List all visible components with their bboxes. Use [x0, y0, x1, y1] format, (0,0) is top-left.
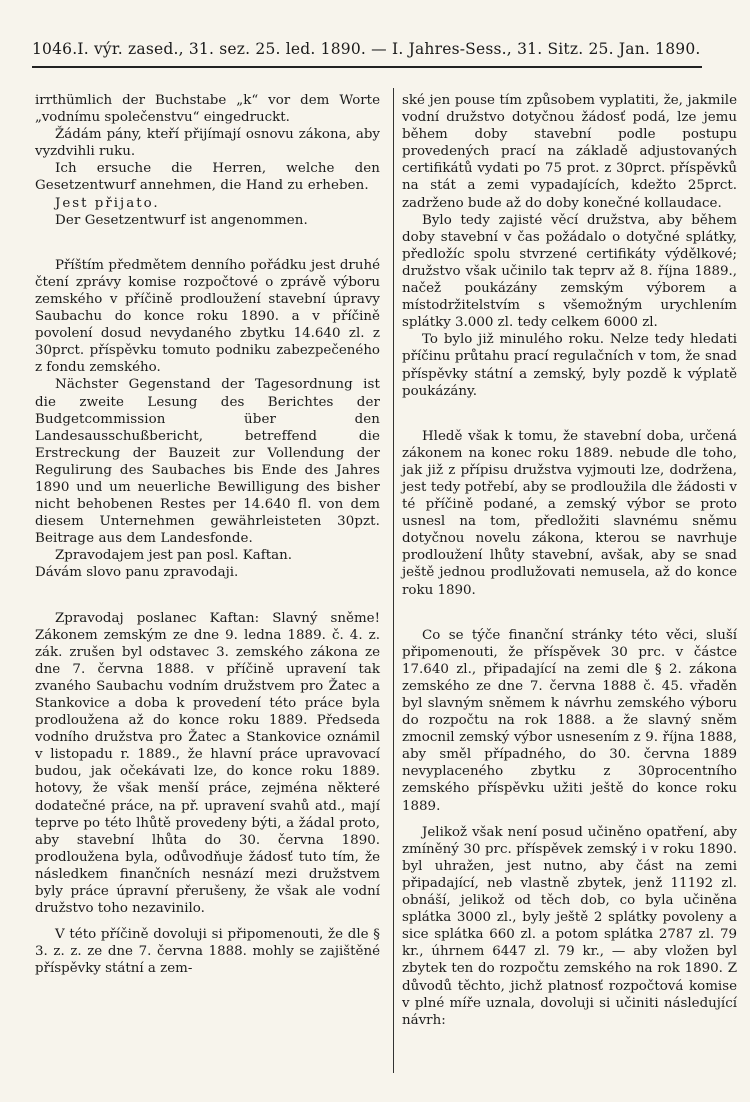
- paragraph: Příštím předmětem denního pořádku jest druhé čtení zprávy komise rozpočtové o zprávě výboru zemského v příčině prodloužení stavební úpravy Saubachu do konce roku 1890. a v příčině povolení dosud nevydaného zbytku 14.640 zl. z 30prct. příspěvku tomuto podniku zabezpečeného z fondu zemského.: [35, 257, 380, 376]
- paragraph: Jest přijato.: [55, 195, 160, 211]
- paragraph: Jelikož však není posud učiněno opatření, aby zmíněný 30 prc. příspěvek zemský i v roku 1890. byl uhražen, jest nutno, aby část na zemi připadající, neb vlastně zbytek, jenž 11192 zl. obnáší, jelikož od těch dob, co byla učiněna splátka 3000 zl., byly ještě 2 splátky povoleny a sice splátka 660 zl. a potom splátka 2787 zl. 79 kr., úhrnem 6447 zl. 79 kr., — aby vložen byl zbytek ten do rozpočtu zemského na rok 1890. Z důvodů těchto, jichž platnosť rozpočtová komise v plné míře uznala, dovoluji si učiniti následující návrh:: [402, 824, 737, 1028]
- column-divider: [393, 88, 394, 1073]
- paragraph: Bylo tedy zajisté věcí družstva, aby během doby stavební v čas požádalo o dotyčné splátky, předložíc spolu stvrzené certifikáty výdělkové; družstvo však učinilo tak teprv až 8. října 1889., načež poukázány zemským výborem a místodržitelstvím s všemožným urychlením splátky 3.000 zl. tedy celkem 6000 zl.: [402, 212, 737, 331]
- header-rule: [32, 66, 702, 68]
- paragraph: Ich ersuche die Herren, welche den Gesetzentwurf annehmen, die Hand zu erheben.: [35, 161, 380, 194]
- paragraph: Nächster Gegenstand der Tagesordnung ist die zweite Lesung des Berichtes der Budgetcommission über den Landesausschußbericht, betreffend die Erstreckung der Bauzeit zur Vollendung der Regulirung des Saubaches bis Ende des Jahres 1890 und um neuerliche Bewilligung des bisher nicht behobenen Restes per 14.640 fl. von dem diesem Unternehmen gewährleisteten 30pzt. Beitrage aus dem Landesfonde.: [35, 377, 380, 547]
- right-column: [402, 92, 737, 1029]
- paragraph: Dávám slovo panu zpravodaji.: [35, 565, 239, 581]
- paragraph: Zpravodaj poslanec Kaftan: Slavný sněme! Zákonem zemským ze dne 9. ledna 1889. č. 4. z. zák. zrušen byl odstavec 3. zemského zákona ze dne 7. června 1888. v příčině upravení tak zvaného Saubachu vodním družstvem pro Žatec a Stankovice a doba k provedení této práce byla prodloužena až do konce roku 1889. Předseda vodního družstva pro Žatec a Stankovice oznámil v listopadu r. 1889., že hlavní práce upravovací budou, jak očekávati lze, do konce roku 1889. hotovy, že však menší práce, zejména některé dodatečné práce, na př. upravení svahů atd., mají teprve po této lhůtě provedeny býti, a žádal proto, aby stavební lhůta do 30. června 1890. prodloužena byla, odůvodňuje žádosť tuto tím, že následkem finančních nesnází mezi družstvem byly práce úpravní přerušeny, že však ale vodní družstvo toho nezavinilo.: [35, 610, 380, 917]
- paragraph: Hledě však k tomu, že stavební doba, určená zákonem na konec roku 1889. nebude dle toho, jak již z přípisu družstva vyjmouti lze, dodržena, jest tedy potřebí, aby se prodloužila dle žádosti v té příčině podané, a zemský výbor se proto usnesl na tom, předložiti slavnému sněmu dotyčnou novelu zákona, kterou se navrhuje prodloužení lhůty stavební, avšak, aby se snad ještě jednou prodlužovati nemusela, až do konce roku 1890.: [402, 428, 737, 598]
- paragraph: To bylo již minulého roku. Nelze tedy hledati příčinu průtahu prací regulačních v tom, že snad příspěvky státní a zemský, byly pozdě k výplatě poukázány.: [402, 332, 737, 399]
- paragraph: Žádám pány, kteří přijímají osnovu zákona, aby vyzdvihli ruku.: [35, 127, 380, 160]
- paragraph: Zpravodajem jest pan posl. Kaftan.: [55, 548, 292, 564]
- paragraph: ské jen pouse tím způsobem vyplatiti, že, jakmile vodní družstvo dotyčnou žádosť podá, lze jemu během doby stavební podle postupu provedených prací na základě adjustovaných certifikátů vydati po 75 prot. z 30prct. příspěvků na stát a zemi vypadajících, kdežto 25prct. zadrženo bude až do doby konečné kollaudace.: [402, 93, 737, 211]
- paragraph: V této příčině dovoluji si připomenouti, že dle § 3. z. z. ze dne 7. června 1888. mohly se zajištěné příspěvky státní a zem-: [35, 927, 380, 977]
- left-column: [35, 92, 380, 978]
- paragraph: Co se týče finanční stránky této věci, sluší připomenouti, že příspěvek 30 prc. v částce 17.640 zl., připadající na zemi dle § 2. zákona zemského ze dne 7. června 1888 č. 45. vřaděn byl slavným sněmem k návrhu zemského výboru do rozpočtu na rok 1888. a že slavný sněm zmocnil zemský výbor usnesením z 9. října 1888, aby směl případného, do 30. června 1889 nevyplaceného zbytku z 30procentního zemského příspěvku užiti ještě do konce roku 1889.: [402, 627, 737, 814]
- paragraph: irrthümlich der Buchstabe „k“ vor dem Worte „vodnímu společenstvu“ eingedruckt.: [35, 93, 380, 126]
- paragraph: Der Gesetzentwurf ist angenommen.: [55, 212, 308, 228]
- page-header: 1046.I. výr. zased., 31. sez. 25. led. 1890. — I. Jahres-Sess., 31. Sitz. 25. Jan. 1890.: [32, 40, 701, 58]
